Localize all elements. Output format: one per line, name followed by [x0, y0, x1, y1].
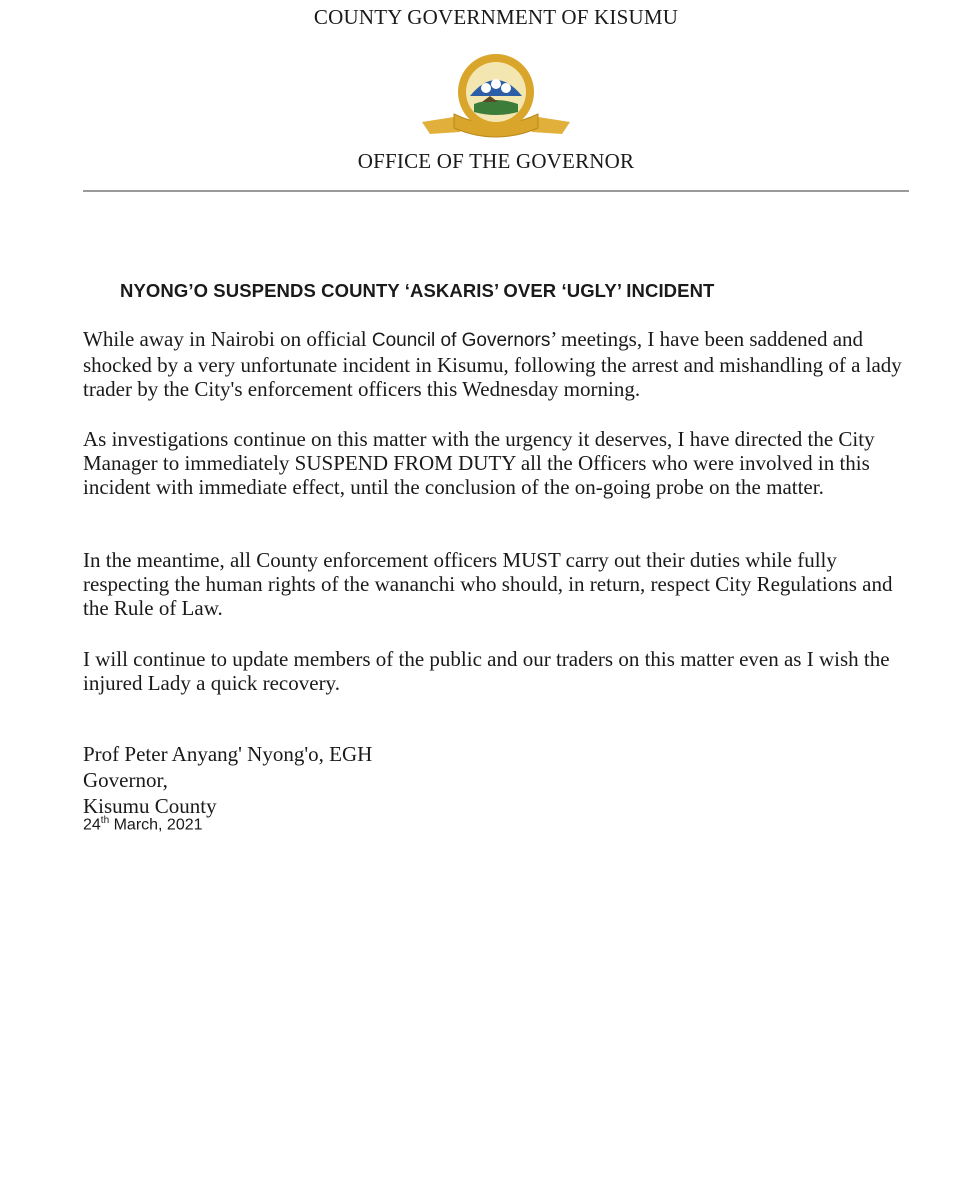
crest-drop-center	[491, 79, 501, 89]
date-month-year: March, 2021	[109, 816, 203, 834]
crest-land	[474, 100, 518, 115]
date-suffix: th	[100, 815, 110, 826]
signatory-title: Governor,	[83, 768, 168, 792]
paragraph-1-text: While away in Nairobi on official	[83, 327, 372, 351]
paragraph-4: I will continue to update members of the public and our traders on this matter even as I wish the injured Lady a quick recovery.	[83, 647, 890, 695]
headline-part: NYONG’O SU	[120, 280, 240, 301]
release-date	[83, 815, 203, 834]
headline-part: S	[239, 280, 252, 301]
council-of-governors-text: Council of Governors	[371, 330, 551, 351]
paragraph-1	[83, 327, 913, 401]
signatory-name: Prof Peter Anyang' Nyong'o, EGH	[83, 742, 373, 766]
signature-block	[83, 741, 372, 819]
paragraph-1-text: ’ meetings, I have been saddened and shocked by a very unfortunate incident in Kisumu, following the arrest and mishandling of a lady trader by the City's enforcement officers this Wednesday morning.	[83, 327, 902, 401]
paragraph-2: As investigations continue on this matter with the urgency it deserves, I have directed the City Manager to immediately SUSPEND FROM DUTY all the Officers who were involved in this incident with immediate effect, until the conclusion of the on-going probe on the matter.	[83, 427, 875, 499]
press-release-headline	[120, 280, 714, 302]
headline-part: PENDS COUNTY ‘ASKARIS’ OVER ‘UGLY’ INCIDENT	[251, 280, 715, 301]
crest-drop-right	[501, 83, 511, 93]
county-crest-logo	[420, 52, 572, 140]
office-title: OFFICE OF THE GOVERNOR	[357, 149, 635, 173]
date-day: 24	[83, 816, 101, 834]
letterhead-organization: COUNTY GOVERNMENT OF KISUMU	[313, 5, 679, 29]
header-divider	[83, 190, 909, 192]
paragraph-3: In the meantime, all County enforcement officers MUST carry out their duties while fully respecting the human rights of the wananchi who should, in return, respect City Regulations and the Rule of Law.	[83, 548, 893, 620]
signatory-county: Kisumu County	[83, 794, 217, 818]
crest-drop-left	[481, 83, 491, 93]
